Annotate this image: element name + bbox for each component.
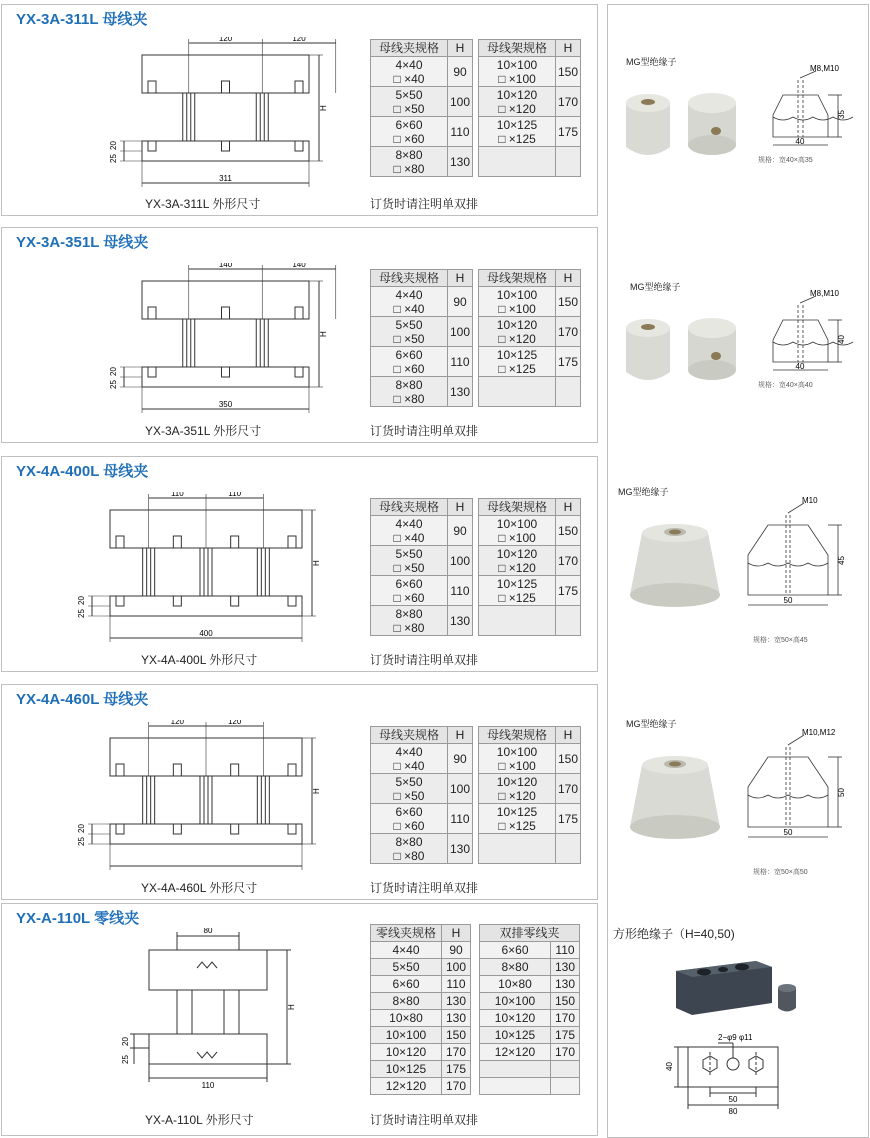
dim-h-label: H <box>312 560 321 566</box>
drawing-caption: YX-3A-311L 外形尺寸 <box>145 197 261 211</box>
spec-cell: 10×125 □ ×125 <box>479 804 556 834</box>
zero-clamp-drawing <box>102 928 302 1093</box>
dim-bottom-label: 350 <box>218 400 233 409</box>
table-row <box>479 57 581 87</box>
dim-inner-label: 50 <box>728 1095 738 1104</box>
table-row <box>479 317 581 347</box>
insulator-label: MG型绝缘子 <box>618 487 669 497</box>
h-cell: 150 <box>551 993 580 1010</box>
spec-cell: 6×60 <box>480 942 551 959</box>
spec-cell: 10×100 □ ×100 <box>479 57 556 87</box>
dim-side-b-label: 25 <box>109 154 118 163</box>
col-header-spec: 零线夹规格 <box>371 925 442 942</box>
dim-side-b-label: 25 <box>77 609 86 618</box>
order-note: 订货时请注明单双排 <box>370 424 479 438</box>
table-row <box>479 87 581 117</box>
spec-cell: 5×50 □ ×50 <box>371 87 448 117</box>
h-cell: 130 <box>448 377 473 407</box>
h-cell: 90 <box>448 287 473 317</box>
table-row <box>480 942 580 959</box>
col-header-h: H <box>448 270 473 287</box>
h-cell <box>551 1061 580 1078</box>
dim-top-label-2: 120 <box>227 720 242 726</box>
spec-cell: 10×100 <box>480 993 551 1010</box>
spec-cell: 8×80 <box>371 993 442 1010</box>
table-row <box>371 287 473 317</box>
table-row <box>371 744 473 774</box>
h-cell: 150 <box>556 57 581 87</box>
thread-label: M8,M10 <box>810 65 839 73</box>
h-cell: 130 <box>448 834 473 864</box>
busbar-clamp-table <box>370 39 473 177</box>
spec-cell <box>480 1078 551 1095</box>
table-row <box>371 516 473 546</box>
dim-total-label: 80 <box>728 1107 738 1116</box>
table-row <box>371 377 473 407</box>
table-row <box>479 804 581 834</box>
dim-h-label: 40 <box>837 335 846 344</box>
insulator-photo <box>620 737 730 857</box>
spec-cell: 10×125 □ ×125 <box>479 576 556 606</box>
dim-side-a-label: 20 <box>109 367 118 376</box>
spec-cell: 10×125 □ ×125 <box>479 347 556 377</box>
table-row <box>371 317 473 347</box>
busbar-frame-table <box>478 726 581 864</box>
table-row <box>371 976 471 993</box>
busbar-frame-table <box>478 39 581 177</box>
zero-clamp-table <box>370 924 471 1095</box>
table-row <box>371 804 473 834</box>
h-cell: 110 <box>448 117 473 147</box>
dim-w-label: 50 <box>783 828 793 837</box>
square-insulator-photo <box>666 953 816 1023</box>
spec-cell: 4×40 □ ×40 <box>371 287 448 317</box>
hole-note: 2−φ9 φ11 <box>718 1033 753 1042</box>
table-row <box>479 546 581 576</box>
h-cell: 150 <box>556 744 581 774</box>
col-header-h: H <box>448 727 473 744</box>
dim-side-a-label: 20 <box>121 1037 130 1046</box>
table-row <box>480 993 580 1010</box>
panel-title: YX-4A-400L 母线夹 <box>16 463 149 480</box>
insulator-column <box>607 4 869 1138</box>
h-cell: 175 <box>556 347 581 377</box>
spec-cell: 10×100 □ ×100 <box>479 516 556 546</box>
h-cell: 110 <box>442 976 471 993</box>
table-row <box>371 576 473 606</box>
zero-clamp-panel <box>1 903 598 1136</box>
h-cell: 170 <box>551 1044 580 1061</box>
insulator-photo <box>616 300 756 390</box>
table-row <box>371 147 473 177</box>
insulator-spec: 规格：宽50×高45 <box>753 637 808 644</box>
dim-side-a-label: 20 <box>77 824 86 833</box>
panel-title: YX-3A-311L 母线夹 <box>16 11 148 28</box>
table-row <box>480 1027 580 1044</box>
h-cell: 170 <box>442 1078 471 1095</box>
h-cell: 170 <box>551 1010 580 1027</box>
spec-cell: 4×40 <box>371 942 442 959</box>
h-cell: 130 <box>442 1010 471 1027</box>
spec-cell: 4×40 □ ×40 <box>371 516 448 546</box>
dim-side-a-label: 20 <box>77 596 86 605</box>
dim-side-a-label: 20 <box>109 141 118 150</box>
h-cell: 170 <box>556 546 581 576</box>
spec-cell: 10×120 □ ×120 <box>479 317 556 347</box>
spec-cell: 8×80 □ ×80 <box>371 377 448 407</box>
h-cell: 170 <box>556 774 581 804</box>
table-row <box>479 516 581 546</box>
dim-h-label: 45 <box>837 556 846 565</box>
dim-bottom-label: 400 <box>199 629 213 638</box>
h-cell: 100 <box>448 774 473 804</box>
dim-top-label: 80 <box>203 928 213 935</box>
spec-cell: 6×60 □ ×60 <box>371 804 448 834</box>
insulator-spec: 规格：宽50×高50 <box>753 869 808 876</box>
spec-cell: 8×80 <box>480 959 551 976</box>
h-cell <box>556 834 581 864</box>
panel-title: YX-A-110L 零线夹 <box>16 910 140 927</box>
busbar-clamp-table <box>370 498 473 636</box>
spec-cell: 10×100 <box>371 1027 442 1044</box>
drawing-caption: YX-3A-351L 外形尺寸 <box>145 424 262 438</box>
busbar-frame-table <box>478 269 581 407</box>
dim-side-b-label: 25 <box>109 380 118 389</box>
table-row <box>480 976 580 993</box>
h-cell: 150 <box>556 287 581 317</box>
table-row <box>371 1027 471 1044</box>
order-note: 订货时请注明单双排 <box>370 881 479 895</box>
drawing-caption: YX-4A-400L 外形尺寸 <box>141 653 258 667</box>
table-row <box>479 606 581 636</box>
dim-bottom-label: 110 <box>201 1081 215 1090</box>
dim-h-label: H <box>287 1004 296 1010</box>
insulator-drawing <box>738 495 848 615</box>
drawing-caption: YX-A-110L 外形尺寸 <box>145 1113 254 1127</box>
h-cell: 170 <box>556 317 581 347</box>
col-header-spec: 母线架规格 <box>479 727 556 744</box>
table-row <box>371 1044 471 1061</box>
spec-cell <box>479 147 556 177</box>
double-zero-clamp-table <box>479 924 580 1095</box>
insulator-spec: 规格：宽40×高40 <box>758 382 813 389</box>
dim-side-b-label: 25 <box>77 837 86 846</box>
insulator-label: MG型绝缘子 <box>626 719 677 729</box>
order-note: 订货时请注明单双排 <box>370 197 479 211</box>
table-row <box>480 1010 580 1027</box>
spec-cell: 10×80 <box>480 976 551 993</box>
h-cell: 100 <box>442 959 471 976</box>
table-row <box>479 117 581 147</box>
h-cell <box>551 1078 580 1095</box>
dim-h-label: H <box>319 105 328 111</box>
insulator-drawing <box>758 290 868 380</box>
dim-h-label: 50 <box>837 788 846 797</box>
h-cell: 110 <box>448 347 473 377</box>
table-row <box>371 57 473 87</box>
h-cell: 90 <box>448 516 473 546</box>
col-header-h: H <box>556 40 581 57</box>
dim-top-label-2: 120 <box>292 37 306 43</box>
insulator-label: MG型绝缘子 <box>626 57 677 67</box>
col-header-h: H <box>448 499 473 516</box>
spec-cell: 6×60 □ ×60 <box>371 347 448 377</box>
dim-h-label: 35 <box>837 110 846 119</box>
dim-top-label-2: 140 <box>292 263 306 269</box>
table-row <box>479 377 581 407</box>
table-row <box>371 959 471 976</box>
dim-w-label: 50 <box>783 596 793 605</box>
insulator-photo <box>620 505 730 625</box>
table-row <box>371 834 473 864</box>
h-cell: 100 <box>448 546 473 576</box>
dim-h-label: H <box>319 331 328 337</box>
table-row <box>480 1044 580 1061</box>
insulator-drawing <box>738 727 848 847</box>
table-row <box>480 1061 580 1078</box>
spec-cell: 12×120 <box>371 1078 442 1095</box>
table-row <box>480 1078 580 1095</box>
spec-cell: 8×80 □ ×80 <box>371 147 448 177</box>
col-header-spec: 母线夹规格 <box>371 40 448 57</box>
spec-cell: 6×60 <box>371 976 442 993</box>
col-header-h: H <box>556 499 581 516</box>
dim-top-label-2: 110 <box>228 492 242 498</box>
dim-side-b-label: 25 <box>121 1055 130 1064</box>
clamp-drawing <box>94 263 354 418</box>
table-row <box>479 744 581 774</box>
clamp-drawing <box>94 37 354 192</box>
dim-h-label: H <box>312 788 321 794</box>
table-row <box>371 1010 471 1027</box>
busbar-clamp-table <box>370 269 473 407</box>
col-header-spec: 母线架规格 <box>479 270 556 287</box>
col-header-spec: 母线夹规格 <box>371 499 448 516</box>
table-row <box>479 347 581 377</box>
spec-cell: 10×120 □ ×120 <box>479 774 556 804</box>
dim-top-label-1: 120 <box>218 37 233 43</box>
col-header-h: H <box>448 40 473 57</box>
dim-top-label-1: 120 <box>170 720 185 726</box>
table-row <box>371 1061 471 1078</box>
spec-cell: 10×120 <box>480 1010 551 1027</box>
spec-cell <box>479 377 556 407</box>
spec-cell: 10×80 <box>371 1010 442 1027</box>
spec-cell: 5×50 □ ×50 <box>371 317 448 347</box>
spec-cell <box>479 834 556 864</box>
insulator-photo <box>616 75 756 165</box>
spec-cell: 12×120 <box>480 1044 551 1061</box>
spec-cell: 4×40 □ ×40 <box>371 744 448 774</box>
h-cell: 130 <box>442 993 471 1010</box>
col-header-spec: 母线架规格 <box>479 499 556 516</box>
table-row <box>479 774 581 804</box>
dim-top-label-1: 110 <box>170 492 184 498</box>
spec-cell: 8×80 □ ×80 <box>371 606 448 636</box>
order-note: 订货时请注明单双排 <box>370 653 479 667</box>
h-cell: 175 <box>556 576 581 606</box>
spec-cell <box>480 1061 551 1078</box>
spec-cell: 8×80 □ ×80 <box>371 834 448 864</box>
col-header-h: H <box>556 727 581 744</box>
table-row <box>371 942 471 959</box>
spec-cell: 10×125 <box>371 1061 442 1078</box>
col-header-double: 双排零线夹 <box>480 925 580 942</box>
spec-cell: 10×125 <box>480 1027 551 1044</box>
table-row <box>479 287 581 317</box>
clamp-drawing <box>72 492 332 647</box>
panel-title: YX-3A-351L 母线夹 <box>16 234 149 251</box>
insulator-label: MG型绝缘子 <box>630 282 681 292</box>
drawing-caption: YX-4A-460L 外形尺寸 <box>141 881 258 895</box>
table-row <box>371 87 473 117</box>
h-cell: 175 <box>556 117 581 147</box>
thread-label: M8,M10 <box>810 290 839 298</box>
clamp-drawing <box>72 720 332 875</box>
spec-cell: 6×60 □ ×60 <box>371 117 448 147</box>
spec-cell: 6×60 □ ×60 <box>371 576 448 606</box>
table-row <box>371 774 473 804</box>
busbar-clamp-panel <box>1 684 598 900</box>
spec-cell: 10×100 □ ×100 <box>479 287 556 317</box>
h-cell: 175 <box>551 1027 580 1044</box>
spec-cell: 10×125 □ ×125 <box>479 117 556 147</box>
spec-cell: 10×120 □ ×120 <box>479 546 556 576</box>
h-cell: 150 <box>442 1027 471 1044</box>
h-cell: 90 <box>448 57 473 87</box>
thread-label: M10 <box>802 496 818 505</box>
table-row <box>371 1078 471 1095</box>
col-header-h: H <box>442 925 471 942</box>
table-row <box>479 576 581 606</box>
h-cell <box>556 147 581 177</box>
h-cell: 130 <box>551 959 580 976</box>
table-row <box>480 959 580 976</box>
spec-cell: 5×50 □ ×50 <box>371 546 448 576</box>
h-cell: 90 <box>442 942 471 959</box>
busbar-clamp-panel <box>1 227 598 443</box>
col-header-spec: 母线夹规格 <box>371 727 448 744</box>
insulator-drawing <box>758 65 868 155</box>
table-row <box>371 117 473 147</box>
panel-title: YX-4A-460L 母线夹 <box>16 691 149 708</box>
h-cell: 130 <box>448 147 473 177</box>
h-cell: 175 <box>556 804 581 834</box>
table-row <box>371 546 473 576</box>
spec-cell <box>479 606 556 636</box>
table-row <box>479 147 581 177</box>
h-cell: 110 <box>551 942 580 959</box>
busbar-clamp-panel <box>1 456 598 672</box>
dim-top-label-1: 140 <box>218 263 233 269</box>
h-cell: 100 <box>448 87 473 117</box>
h-cell <box>556 377 581 407</box>
table-row <box>371 606 473 636</box>
spec-cell: 5×50 □ ×50 <box>371 774 448 804</box>
spec-cell: 4×40 □ ×40 <box>371 57 448 87</box>
table-row <box>371 347 473 377</box>
spec-cell: 5×50 <box>371 959 442 976</box>
busbar-clamp-panel <box>1 4 598 216</box>
spec-cell: 10×100 □ ×100 <box>479 744 556 774</box>
h-cell <box>556 606 581 636</box>
h-cell: 130 <box>551 976 580 993</box>
spec-cell: 10×120 <box>371 1044 442 1061</box>
thread-label: M10,M12 <box>802 728 836 737</box>
h-cell: 150 <box>556 516 581 546</box>
h-cell: 170 <box>556 87 581 117</box>
dim-bottom-label: 311 <box>219 174 232 183</box>
col-header-spec: 母线夹规格 <box>371 270 448 287</box>
h-cell: 110 <box>448 804 473 834</box>
dim-w-label: 40 <box>795 362 805 371</box>
square-insulator-label: 方形绝缘子（H=40,50) <box>613 927 735 941</box>
busbar-frame-table <box>478 498 581 636</box>
square-insulator-drawing <box>658 1027 818 1117</box>
h-cell: 175 <box>442 1061 471 1078</box>
order-note: 订货时请注明单双排 <box>370 1113 479 1127</box>
h-cell: 90 <box>448 744 473 774</box>
col-header-h: H <box>556 270 581 287</box>
col-header-spec: 母线架规格 <box>479 40 556 57</box>
h-cell: 110 <box>448 576 473 606</box>
table-row <box>371 993 471 1010</box>
table-row <box>479 834 581 864</box>
busbar-clamp-table <box>370 726 473 864</box>
dim-w-label: 40 <box>795 137 805 146</box>
dim-h-label: 40 <box>665 1062 674 1071</box>
insulator-spec: 规格：宽40×高35 <box>758 157 813 164</box>
h-cell: 170 <box>442 1044 471 1061</box>
spec-cell: 10×120 □ ×120 <box>479 87 556 117</box>
h-cell: 100 <box>448 317 473 347</box>
h-cell: 130 <box>448 606 473 636</box>
